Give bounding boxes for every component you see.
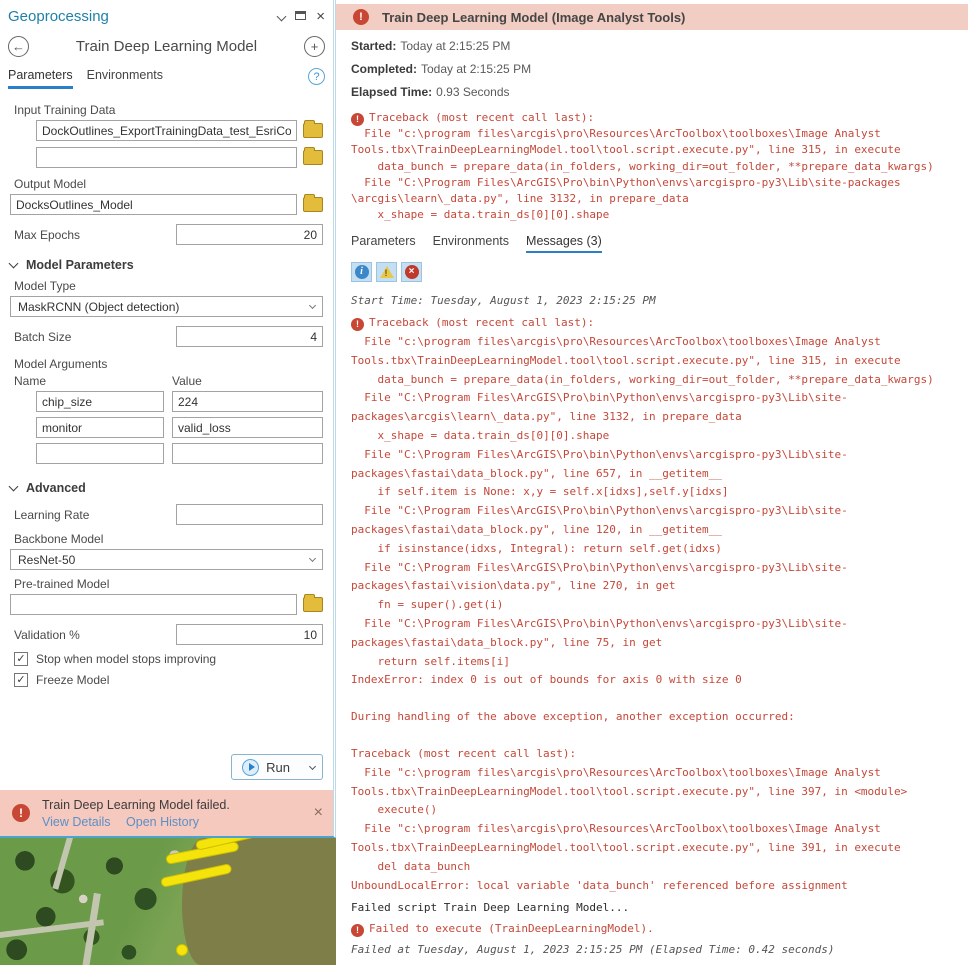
- argument-value-field[interactable]: [172, 443, 323, 464]
- batch-size-field[interactable]: [176, 326, 323, 347]
- argument-name-field[interactable]: [36, 391, 164, 412]
- add-to-project-button[interactable]: [304, 36, 325, 57]
- message-line: packages\arcgis\learn\_data.py", line 3132, in prepare_data: [351, 410, 742, 424]
- message-line: ! Traceback (most recent call last):: [351, 110, 968, 126]
- message-line: File "c:\program files\arcgis\pro\Resources\ArcToolbox\toolboxes\Image Analyst: [351, 335, 881, 349]
- tab-environments[interactable]: Environments: [86, 68, 164, 82]
- input-training-data-field-1[interactable]: [36, 120, 297, 141]
- help-button[interactable]: [308, 68, 325, 85]
- message-line: packages\fastai\data_block.py", line 120, in __getitem__: [351, 522, 722, 536]
- message-line: Tools.tbx\TrainDeepLearningModel.tool\tool.script.execute.py", line 391, in execute: [351, 840, 901, 854]
- messages-list: [336, 282, 968, 959]
- info-icon: i: [355, 265, 369, 279]
- message-line: IndexError: index 0 is out of bounds for axis 0 with size 0: [351, 673, 742, 687]
- started-value: Today at 2:15:25 PM: [400, 39, 511, 53]
- error-icon: !: [351, 113, 364, 126]
- back-arrow-icon: ←: [12, 38, 25, 54]
- output-model-label: Output Model: [14, 177, 87, 191]
- float-pane-button[interactable]: [295, 7, 306, 25]
- message-line: Tools.tbx\TrainDeepLearningModel.tool\tool.script.execute.py", line 315, in execute: [351, 143, 901, 157]
- backbone-model-value: ResNet-50: [18, 552, 76, 567]
- run-info: [336, 30, 968, 99]
- output-model-row: [10, 194, 323, 215]
- pane-title: Geoprocessing: [8, 7, 109, 25]
- message-line: execute(): [351, 803, 438, 817]
- message-line: UnboundLocalError: local variable 'data_bunch' referenced before assignment: [351, 878, 848, 892]
- run-button-label: Run: [266, 759, 290, 775]
- validation-field[interactable]: [176, 624, 323, 645]
- message-line: File "C:\Program Files\ArcGIS\Pro\bin\Python\envs\arcgispro-py3\Lib\site-: [351, 447, 848, 461]
- pane-title-row: [0, 0, 333, 28]
- parameters-form: [0, 90, 333, 687]
- completed-value: Today at 2:15:25 PM: [421, 62, 532, 76]
- collapse-pane-button[interactable]: [278, 7, 285, 25]
- argument-name-field[interactable]: [36, 443, 164, 464]
- browse-folder-icon[interactable]: [303, 150, 323, 165]
- message-line: File "C:\Program Files\ArcGIS\Pro\bin\Python\envs\arcgispro-py3\Lib\site-: [351, 391, 848, 405]
- tool-header-row: [0, 28, 333, 62]
- chevron-down-icon: [277, 12, 287, 22]
- message-line: File "c:\program files\arcgis\pro\Resources\ArcToolbox\toolboxes\Image Analyst: [351, 822, 881, 836]
- tool-title: Train Deep Learning Model: [75, 37, 258, 55]
- backbone-model-select[interactable]: [10, 549, 323, 570]
- argument-value-field[interactable]: [172, 417, 323, 438]
- chevron-down-icon: [9, 259, 19, 269]
- model-arguments-header: [14, 374, 323, 388]
- elapsed-value: 0.93 Seconds: [436, 85, 510, 99]
- message-line: File "C:\Program Files\ArcGIS\Pro\bin\Python\envs\arcgispro-py3\Lib\site-: [351, 504, 848, 518]
- completed-row: [351, 62, 968, 76]
- argument-name-field[interactable]: [36, 417, 164, 438]
- max-epochs-label: Max Epochs: [14, 227, 81, 242]
- model-parameters-section-label: Model Parameters: [26, 258, 134, 272]
- input-training-data-row-1: [36, 120, 323, 141]
- batch-size-label: Batch Size: [14, 329, 72, 344]
- model-parameters-section-toggle[interactable]: [10, 258, 323, 272]
- float-window-icon: [295, 11, 306, 20]
- message-line: data_bunch = prepare_data(in_folders, working_dir=out_folder, **prepare_data_kwargs): [351, 372, 934, 386]
- chevron-down-icon: [309, 302, 316, 309]
- learning-rate-label: Learning Rate: [14, 507, 90, 522]
- error-icon: !: [351, 924, 364, 937]
- model-type-value: MaskRCNN (Object detection): [18, 299, 180, 314]
- error-banner: [0, 790, 333, 836]
- report-header: [336, 4, 968, 30]
- started-label: Started:: [351, 39, 397, 53]
- message-line: File "c:\program files\arcgis\pro\Resources\ArcToolbox\toolboxes\Image Analyst: [351, 127, 881, 141]
- message-line: if self.item is None: x,y = self.x[idxs],self.y[idxs]: [351, 485, 729, 499]
- elapsed-label: Elapsed Time:: [351, 85, 433, 99]
- message-line: During handling of the above exception, another exception occurred:: [351, 710, 795, 724]
- output-model-field[interactable]: [10, 194, 297, 215]
- window-icons: [278, 7, 325, 25]
- message-line: Start Time: Tuesday, August 1, 2023 2:15:25 PM: [351, 294, 656, 308]
- browse-folder-icon[interactable]: [303, 123, 323, 138]
- back-button[interactable]: [8, 36, 29, 57]
- validation-label: Validation %: [14, 627, 80, 642]
- chevron-down-icon: [309, 555, 316, 562]
- stop-improving-label: Stop when model stops improving: [36, 652, 217, 666]
- top-traceback: [336, 108, 968, 223]
- report-tab-messages[interactable]: Messages (3): [526, 234, 602, 253]
- learning-rate-field[interactable]: [176, 504, 323, 525]
- checkbox-checked[interactable]: ✓: [14, 652, 28, 666]
- message-line: packages\fastai\data_block.py", line 75, in get: [351, 635, 663, 649]
- close-pane-button[interactable]: ×: [316, 7, 325, 25]
- message-line: ! Failed to execute (TrainDeepLearningModel).: [351, 920, 968, 939]
- report-title: Train Deep Learning Model (Image Analyst Tools): [382, 9, 686, 25]
- model-arguments-label: Model Arguments: [14, 357, 108, 371]
- max-epochs-field[interactable]: [176, 224, 323, 245]
- report-tab-environments[interactable]: Environments: [432, 234, 510, 249]
- geoprocessing-pane: [0, 0, 336, 838]
- stop-improving-checkbox-row: [14, 652, 323, 666]
- message-line: [351, 690, 968, 708]
- filter-error-button[interactable]: [401, 262, 422, 282]
- model-argument-row: [10, 417, 323, 438]
- banner-message: Train Deep Learning Model failed.: [42, 797, 230, 812]
- message-line: \arcgis\learn\_data.py", line 3132, in prepare_data: [351, 192, 689, 206]
- pretrained-model-label: Pre-trained Model: [14, 577, 110, 591]
- message-line: x_shape = data.train_ds[0][0].shape: [351, 208, 610, 222]
- model-type-select[interactable]: [10, 296, 323, 317]
- elapsed-row: [351, 85, 968, 99]
- advanced-section-label: Advanced: [26, 481, 86, 495]
- error-x-icon: ×: [405, 265, 419, 279]
- play-icon: [242, 759, 259, 776]
- view-details-link[interactable]: View Details: [42, 814, 111, 829]
- model-argument-row: [10, 443, 323, 464]
- freeze-model-checkbox-row: [14, 673, 323, 687]
- browse-folder-icon[interactable]: [303, 597, 323, 612]
- message-line: File "C:\Program Files\ArcGIS\Pro\bin\Python\envs\arcgispro-py3\Lib\site-packages: [351, 175, 901, 189]
- pretrained-model-row: [10, 594, 323, 615]
- model-type-label: Model Type: [14, 279, 76, 293]
- run-button-main[interactable]: [232, 759, 302, 776]
- run-row: [231, 754, 323, 780]
- max-epochs-row: [10, 224, 323, 245]
- banner-links: [42, 815, 302, 829]
- message-line: Tools.tbx\TrainDeepLearningModel.tool\tool.script.execute.py", line 315, in execute: [351, 353, 901, 367]
- plus-icon: +: [310, 38, 319, 54]
- dock-outline: [176, 944, 188, 956]
- checkbox-checked[interactable]: ✓: [14, 673, 28, 687]
- run-button[interactable]: [231, 754, 323, 780]
- message-line: if isinstance(idxs, Integral): return self.get(idxs): [351, 541, 722, 555]
- value-column-header: Value: [172, 374, 202, 388]
- message-line: fn = super().get(i): [351, 598, 504, 612]
- message-line: File "c:\program files\arcgis\pro\Resources\ArcToolbox\toolboxes\Image Analyst: [351, 765, 881, 779]
- open-history-link[interactable]: Open History: [126, 814, 199, 829]
- message-line: packages\fastai\vision\data.py", line 270, in get: [351, 579, 676, 593]
- browse-folder-icon[interactable]: [303, 197, 323, 212]
- message-line: File "C:\Program Files\ArcGIS\Pro\bin\Python\envs\arcgispro-py3\Lib\site-: [351, 616, 848, 630]
- tab-parameters[interactable]: Parameters: [8, 68, 73, 89]
- message-line: data_bunch = prepare_data(in_folders, working_dir=out_folder, **prepare_data_kwargs): [351, 159, 934, 173]
- message-line: del data_bunch: [351, 859, 471, 873]
- banner-text: [42, 798, 302, 829]
- input-training-data-row-2: [36, 147, 323, 168]
- message-line: Tools.tbx\TrainDeepLearningModel.tool\tool.script.execute.py", line 397, in <module>: [351, 784, 908, 798]
- left-column: [0, 0, 336, 965]
- freeze-model-label: Freeze Model: [36, 673, 110, 687]
- validation-row: [10, 624, 323, 645]
- argument-value-field[interactable]: [172, 391, 323, 412]
- error-icon: !: [12, 804, 30, 822]
- question-icon: ?: [313, 70, 320, 83]
- error-icon: !: [353, 9, 369, 25]
- message-line: File "C:\Program Files\ArcGIS\Pro\bin\Python\envs\arcgispro-py3\Lib\site-: [351, 560, 848, 574]
- completed-label: Completed:: [351, 62, 417, 76]
- message-line: ! Traceback (most recent call last):: [351, 314, 968, 333]
- input-training-data-label: Input Training Data: [14, 103, 116, 117]
- report-tab-parameters[interactable]: Parameters: [351, 234, 416, 249]
- warning-bang: !: [384, 268, 388, 279]
- message-line: Failed script Train Deep Learning Model...: [351, 901, 630, 915]
- model-argument-row: [10, 391, 323, 412]
- warning-icon: [380, 266, 394, 278]
- name-column-header: Name: [14, 374, 47, 388]
- started-row: [351, 39, 968, 53]
- message-filters: [351, 262, 968, 282]
- report-tabs: [351, 234, 968, 253]
- left-tabs: [0, 62, 333, 90]
- batch-size-row: [10, 326, 323, 347]
- chevron-down-icon: [9, 482, 19, 492]
- message-line: x_shape = data.train_ds[0][0].shape: [351, 429, 610, 442]
- pretrained-model-field[interactable]: [10, 594, 297, 615]
- tool-report-panel: [336, 0, 968, 965]
- message-line: [351, 727, 968, 745]
- learning-rate-row: [10, 504, 323, 525]
- filter-info-button[interactable]: [351, 262, 372, 282]
- message-line: Failed at Tuesday, August 1, 2023 2:15:25 PM (Elapsed Time: 0.42 seconds): [351, 942, 835, 956]
- input-training-data-field-2[interactable]: [36, 147, 297, 168]
- message-line: packages\fastai\data_block.py", line 657, in __getitem__: [351, 466, 722, 480]
- error-icon: !: [351, 318, 364, 331]
- map-preview[interactable]: [0, 838, 336, 965]
- banner-close-button[interactable]: ×: [313, 804, 323, 821]
- filter-warning-button[interactable]: [376, 262, 397, 282]
- run-options-dropdown[interactable]: [302, 755, 322, 779]
- chevron-down-icon: [308, 762, 315, 769]
- advanced-section-toggle[interactable]: [10, 481, 323, 495]
- message-line: return self.items[i]: [351, 654, 510, 668]
- message-line: Traceback (most recent call last):: [351, 746, 577, 760]
- backbone-model-label: Backbone Model: [14, 532, 104, 546]
